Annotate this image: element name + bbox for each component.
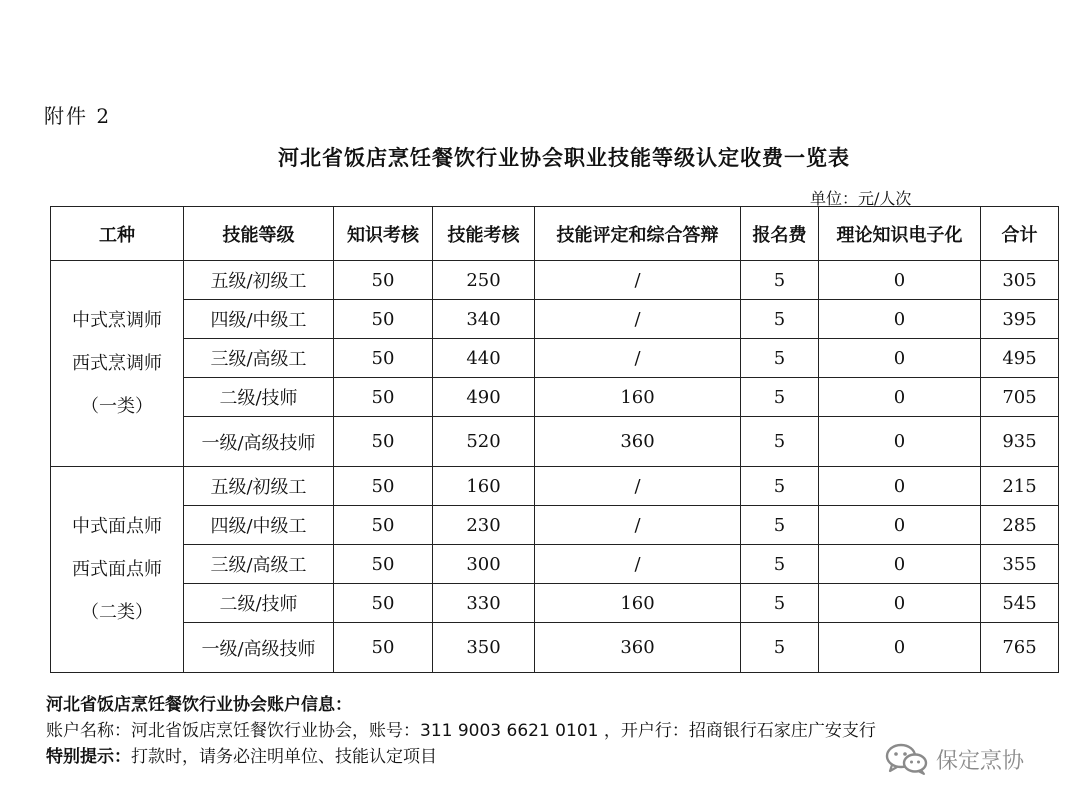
column-header: 合计 <box>981 207 1059 261</box>
column-header: 理论知识电子化 <box>819 207 981 261</box>
table-row <box>51 417 1059 467</box>
review-cell: 360 <box>535 417 741 467</box>
registration-cell: 5 <box>741 261 819 300</box>
category-line: 西式烹调师 <box>72 353 162 374</box>
total-cell: 215 <box>981 467 1059 506</box>
column-header: 知识考核 <box>334 207 433 261</box>
knowledge-cell: 50 <box>334 300 433 339</box>
table-row <box>51 506 1059 545</box>
table-row <box>51 584 1059 623</box>
registration-cell: 5 <box>741 300 819 339</box>
level-cell: 二级/技师 <box>184 378 334 417</box>
level-cell: 二级/技师 <box>184 584 334 623</box>
skill-cell: 250 <box>433 261 535 300</box>
category-line: （二类） <box>81 602 153 623</box>
column-header: 技能等级 <box>184 207 334 261</box>
document-title: 河北省饭店烹饪餐饮行业协会职业技能等级认定收费一览表 <box>278 146 850 170</box>
registration-cell: 5 <box>741 339 819 378</box>
electronic-cell: 0 <box>819 300 981 339</box>
skill-cell: 440 <box>433 339 535 378</box>
knowledge-cell: 50 <box>334 545 433 584</box>
review-cell: 160 <box>535 378 741 417</box>
review-cell: / <box>535 339 741 378</box>
table-row <box>51 467 1059 506</box>
electronic-cell: 0 <box>819 545 981 584</box>
table-row <box>51 300 1059 339</box>
level-cell: 三级/高级工 <box>184 545 334 584</box>
skill-cell: 300 <box>433 545 535 584</box>
level-cell: 三级/高级工 <box>184 339 334 378</box>
registration-cell: 5 <box>741 467 819 506</box>
table-row <box>51 339 1059 378</box>
registration-cell: 5 <box>741 545 819 584</box>
level-cell: 一级/高级技师 <box>184 417 334 467</box>
electronic-cell: 0 <box>819 378 981 417</box>
total-cell: 495 <box>981 339 1059 378</box>
skill-cell: 350 <box>433 623 535 673</box>
total-cell: 545 <box>981 584 1059 623</box>
knowledge-cell: 50 <box>334 584 433 623</box>
total-cell: 705 <box>981 378 1059 417</box>
column-header: 技能评定和综合答辩 <box>535 207 741 261</box>
review-cell: / <box>535 545 741 584</box>
watermark-text: 保定烹协 <box>936 748 1025 774</box>
level-cell: 一级/高级技师 <box>184 623 334 673</box>
review-cell: 160 <box>535 584 741 623</box>
table-header-row <box>51 207 1059 261</box>
column-header: 工种 <box>51 207 184 261</box>
registration-cell: 5 <box>741 623 819 673</box>
skill-cell: 230 <box>433 506 535 545</box>
fee-table <box>50 206 1059 673</box>
skill-cell: 330 <box>433 584 535 623</box>
registration-cell: 5 <box>741 584 819 623</box>
electronic-cell: 0 <box>819 339 981 378</box>
knowledge-cell: 50 <box>334 261 433 300</box>
registration-cell: 5 <box>741 417 819 467</box>
skill-cell: 520 <box>433 417 535 467</box>
attachment-label: 附件 2 <box>44 104 112 128</box>
total-cell: 935 <box>981 417 1059 467</box>
table-row <box>51 261 1059 300</box>
review-cell: / <box>535 467 741 506</box>
total-cell: 305 <box>981 261 1059 300</box>
skill-cell: 160 <box>433 467 535 506</box>
knowledge-cell: 50 <box>334 506 433 545</box>
electronic-cell: 0 <box>819 467 981 506</box>
review-cell: / <box>535 300 741 339</box>
account-heading: 河北省饭店烹饪餐饮行业协会账户信息： <box>46 695 352 715</box>
account-line: 账户名称：河北省饭店烹饪餐饮行业协会，账号：311 9003 6621 0101 ，开户行：招商银行石家庄广安支行 <box>46 721 876 741</box>
category-line: （一类） <box>81 396 153 417</box>
knowledge-cell: 50 <box>334 417 433 467</box>
unit-label: 单位：元/人次 <box>810 189 912 208</box>
knowledge-cell: 50 <box>334 378 433 417</box>
notice-line <box>46 744 876 770</box>
table-row <box>51 623 1059 673</box>
category-line: 中式面点师 <box>72 516 162 537</box>
review-cell: / <box>535 506 741 545</box>
skill-cell: 340 <box>433 300 535 339</box>
category-line: 中式烹调师 <box>72 310 162 331</box>
category-cell <box>51 261 184 467</box>
electronic-cell: 0 <box>819 623 981 673</box>
skill-cell: 490 <box>433 378 535 417</box>
level-cell: 四级/中级工 <box>184 300 334 339</box>
electronic-cell: 0 <box>819 417 981 467</box>
total-cell: 355 <box>981 545 1059 584</box>
review-cell: 360 <box>535 623 741 673</box>
level-cell: 五级/初级工 <box>184 261 334 300</box>
electronic-cell: 0 <box>819 261 981 300</box>
notice-label: 特别提示： <box>46 747 131 767</box>
account-info <box>46 692 876 770</box>
column-header: 技能考核 <box>433 207 535 261</box>
watermark <box>884 742 1024 776</box>
review-cell: / <box>535 261 741 300</box>
category-line: 西式面点师 <box>72 559 162 580</box>
knowledge-cell: 50 <box>334 623 433 673</box>
wechat-icon <box>884 742 930 776</box>
electronic-cell: 0 <box>819 584 981 623</box>
knowledge-cell: 50 <box>334 467 433 506</box>
knowledge-cell: 50 <box>334 339 433 378</box>
notice-text: 打款时，请务必注明单位、技能认定项目 <box>131 747 437 767</box>
table-row <box>51 545 1059 584</box>
total-cell: 765 <box>981 623 1059 673</box>
level-cell: 四级/中级工 <box>184 506 334 545</box>
total-cell: 395 <box>981 300 1059 339</box>
category-cell <box>51 467 184 673</box>
registration-cell: 5 <box>741 378 819 417</box>
total-cell: 285 <box>981 506 1059 545</box>
electronic-cell: 0 <box>819 506 981 545</box>
column-header: 报名费 <box>741 207 819 261</box>
registration-cell: 5 <box>741 506 819 545</box>
table-row <box>51 378 1059 417</box>
level-cell: 五级/初级工 <box>184 467 334 506</box>
